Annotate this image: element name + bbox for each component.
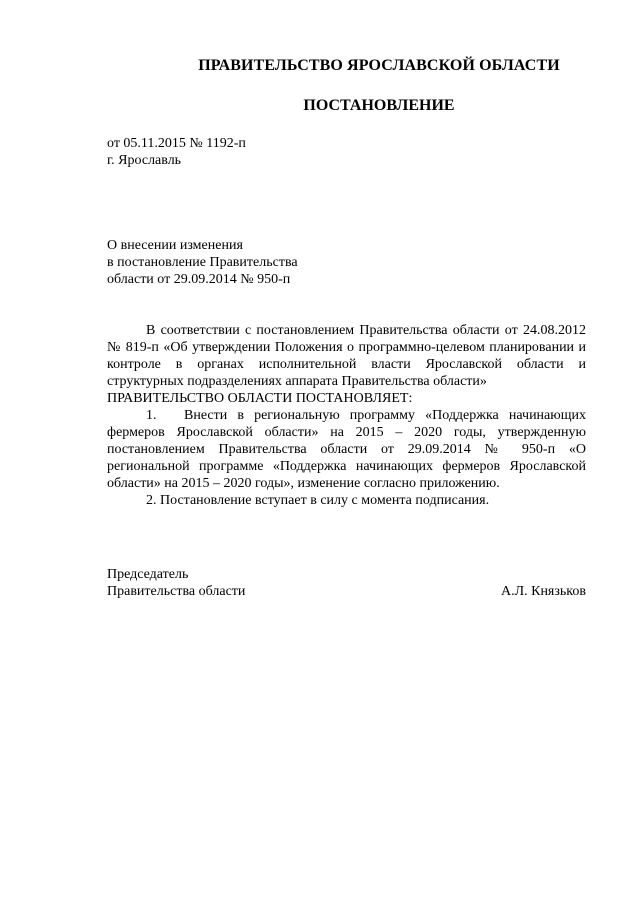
- subject-line-2: в постановление Правительства: [107, 255, 298, 270]
- signature-title-line-1: Председатель: [107, 567, 189, 582]
- subject-line-3: области от 29.09.2014 № 950-п: [107, 272, 291, 287]
- organization-title: ПРАВИТЕЛЬСТВО ЯРОСЛАВСКОЙ ОБЛАСТИ: [198, 57, 560, 74]
- preamble-paragraph: В соответствии с постановлением Правительства области от 24.08.2012 № 819-п «Об утверждении Положения о программно-целевом планировании и контроле в органах исполнительной власти Ярославской области и структурных подразделениях аппарата Правительства области»: [107, 323, 586, 389]
- date-number: от 05.11.2015 № 1192-п: [107, 136, 246, 151]
- item-1-paragraph: [107, 407, 586, 492]
- city: г. Ярославль: [107, 153, 182, 168]
- signature-title-line-2: Правительства области: [107, 584, 246, 599]
- subject-line-1: О внесении изменения: [107, 238, 243, 253]
- document-body: [107, 322, 586, 509]
- signature-row: [107, 583, 586, 600]
- signature-block: [107, 566, 586, 600]
- document-type: ПОСТАНОВЛЕНИЕ: [303, 97, 455, 114]
- item-1-number: 1.: [146, 408, 157, 423]
- signatory-name: А.Л. Князьков: [501, 584, 586, 599]
- item-1-text: Внести в региональную программу «Поддержка начинающих фермеров Ярославской области» на 2015 – 2020 годы, утвержденную постановлением Правительства области от 29.09.2014 № 950-п «О региональной программе «Поддержка начинающих фермеров Ярославской области» на 2015 – 2020 годы», изменение согласно приложению.: [107, 408, 586, 491]
- document-subject: [107, 237, 298, 288]
- item-2-paragraph: 2. Постановление вступает в силу с момента подписания.: [146, 493, 490, 508]
- decree-heading: ПРАВИТЕЛЬСТВО ОБЛАСТИ ПОСТАНОВЛЯЕТ:: [107, 391, 413, 406]
- document-meta: [107, 135, 246, 169]
